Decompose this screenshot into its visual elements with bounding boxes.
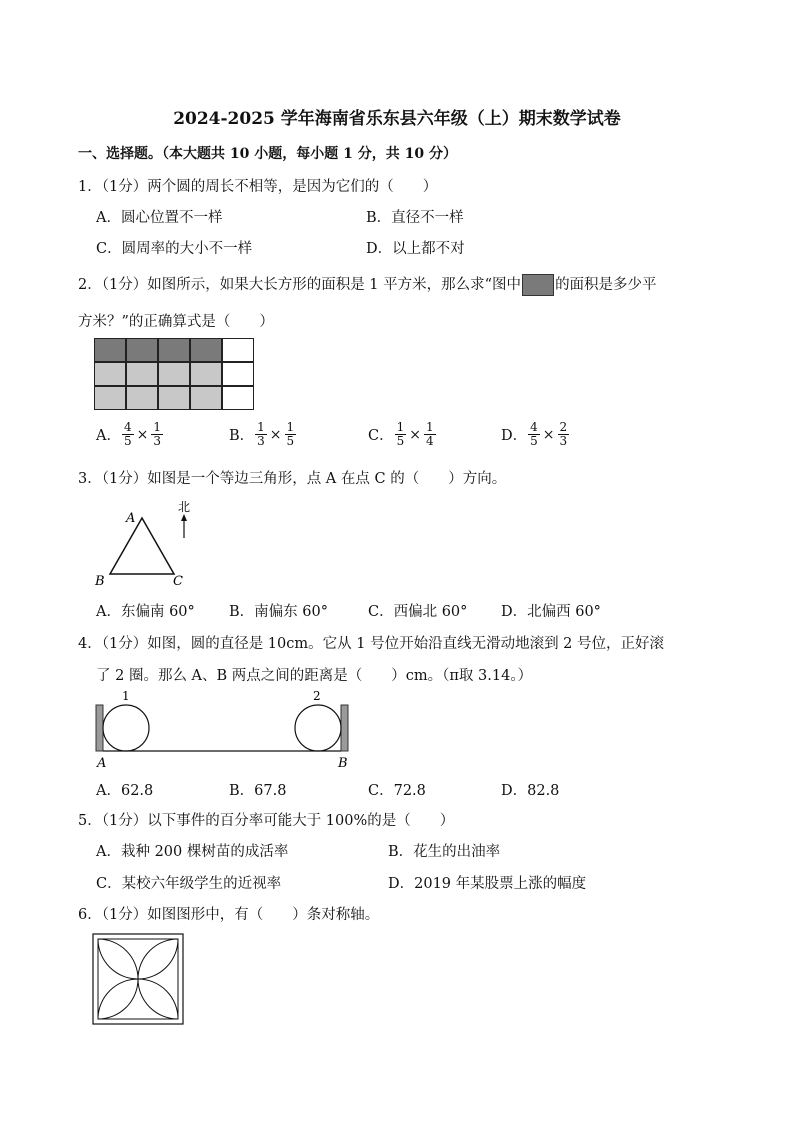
q5-option-d[interactable]: D．2019 年某股票上涨的幅度 bbox=[388, 876, 587, 892]
grid-cell-dark bbox=[94, 338, 126, 362]
numerator: 1 bbox=[286, 420, 295, 434]
q2-text-part2: 的面积是多少平 bbox=[555, 277, 657, 293]
denominator: 5 bbox=[530, 434, 538, 448]
grid-cell-dark bbox=[158, 338, 190, 362]
position-1-label: 1 bbox=[122, 689, 130, 703]
shaded-area-icon bbox=[522, 274, 554, 296]
grid-cell-light bbox=[190, 362, 222, 386]
grid-cell-white bbox=[222, 386, 254, 410]
circle-position-1 bbox=[103, 705, 149, 751]
q6-four-petal-figure bbox=[92, 933, 184, 1025]
question-6-text: 6．（1分）如图图形中，有（ ）条对称轴。 bbox=[78, 907, 380, 923]
vertex-b-label: B bbox=[95, 574, 105, 588]
position-2-label: 2 bbox=[313, 689, 321, 703]
q5-option-c[interactable]: C．某校六年级学生的近视率 bbox=[96, 876, 282, 892]
multiply-sign: × bbox=[136, 426, 149, 443]
vertex-c-label: C bbox=[173, 574, 183, 588]
q3-option-c[interactable]: C．西偏北 60° bbox=[368, 604, 468, 620]
q1-option-d[interactable]: D．以上都不对 bbox=[366, 241, 465, 257]
page-title: 2024-2025 学年海南省乐东县六年级（上）期末数学试卷 bbox=[173, 109, 621, 129]
north-label: 北 bbox=[178, 500, 191, 514]
q2-text-part1: 2．（1分）如图所示，如果大长方形的面积是 1 平方米，那么求“图中 bbox=[78, 277, 522, 293]
grid-cell-light bbox=[126, 386, 158, 410]
right-bar bbox=[341, 705, 348, 751]
question-2-text-line1 bbox=[78, 273, 657, 296]
q1-option-c[interactable]: C．圆周率的大小不一样 bbox=[96, 241, 253, 257]
fraction bbox=[255, 421, 267, 448]
q4-option-a[interactable]: A．62.8 bbox=[96, 783, 154, 799]
grid-cell-light bbox=[94, 362, 126, 386]
grid-cell-white bbox=[222, 362, 254, 386]
equilateral-triangle bbox=[110, 518, 174, 574]
q4-rolling-circle-figure bbox=[92, 685, 356, 771]
grid-cell-light bbox=[94, 386, 126, 410]
numerator: 2 bbox=[559, 420, 568, 434]
grid-cell-light bbox=[158, 362, 190, 386]
option-label: A． bbox=[96, 428, 121, 444]
denominator: 5 bbox=[286, 434, 295, 448]
numerator: 4 bbox=[530, 420, 538, 434]
multiply-sign: × bbox=[269, 426, 282, 443]
fraction bbox=[395, 421, 407, 448]
q2-option-c[interactable] bbox=[368, 421, 437, 448]
multiply-sign: × bbox=[542, 426, 555, 443]
denominator: 3 bbox=[153, 434, 161, 448]
numerator: 1 bbox=[153, 420, 161, 434]
q3-option-d[interactable]: D．北偏西 60° bbox=[501, 604, 601, 620]
multiply-sign: × bbox=[409, 426, 421, 443]
denominator: 3 bbox=[559, 434, 568, 448]
q1-option-a[interactable]: A．圆心位置不一样 bbox=[96, 210, 223, 226]
q5-option-b[interactable]: B．花生的出油率 bbox=[388, 844, 501, 860]
north-arrow-icon bbox=[181, 514, 187, 538]
petal-arcs bbox=[98, 939, 178, 1019]
question-4-text-line2: 了 2 圈。那么 A、B 两点之间的距离是（ ）cm。（π取 3.14。） bbox=[96, 668, 533, 684]
numerator: 1 bbox=[257, 420, 265, 434]
question-4-text-line1: 4．（1分）如图，圆的直径是 10cm。它从 1 号位开始沿直线无滑动地滚到 2 号位，正好滚 bbox=[78, 636, 665, 652]
grid-cell-light bbox=[190, 386, 222, 410]
question-1-text: 1．（1分）两个圆的周长不相等，是因为它们的（ ） bbox=[78, 179, 438, 195]
q2-option-a[interactable] bbox=[96, 421, 164, 448]
fraction bbox=[558, 421, 570, 448]
q1-option-b[interactable]: B．直径不一样 bbox=[366, 210, 464, 226]
circle-position-2 bbox=[295, 705, 341, 751]
q5-option-a[interactable]: A．栽种 200 棵树苗的成活率 bbox=[96, 844, 289, 860]
section-heading: 一、选择题。（本大题共 10 小题，每小题 1 分，共 10 分） bbox=[78, 146, 457, 162]
q2-option-b[interactable] bbox=[229, 421, 297, 448]
option-label: C． bbox=[368, 428, 394, 444]
grid-cell-dark bbox=[126, 338, 158, 362]
grid-cell-light bbox=[126, 362, 158, 386]
q4-option-c[interactable]: C．72.8 bbox=[368, 783, 426, 799]
question-5-text: 5．（1分）以下事件的百分率可能大于 100%的是（ ） bbox=[78, 813, 455, 829]
q2-option-d[interactable] bbox=[501, 421, 570, 448]
question-3-text: 3．（1分）如图是一个等边三角形，点 A 在点 C 的（ ）方向。 bbox=[78, 471, 507, 487]
denominator: 5 bbox=[396, 434, 405, 448]
q3-option-b[interactable]: B．南偏东 60° bbox=[229, 604, 328, 620]
q3-option-a[interactable]: A．东偏南 60° bbox=[96, 604, 195, 620]
left-bar bbox=[96, 705, 103, 751]
q4-option-d[interactable]: D．82.8 bbox=[501, 783, 560, 799]
option-label: D． bbox=[501, 428, 528, 444]
grid-cell-dark bbox=[190, 338, 222, 362]
question-2-text-line2: 方米？”的正确算式是（ ） bbox=[78, 314, 274, 330]
option-label: B． bbox=[229, 428, 255, 444]
point-a-label: A bbox=[97, 756, 107, 771]
fraction bbox=[151, 421, 163, 448]
denominator: 3 bbox=[257, 434, 265, 448]
grid-cell-white bbox=[222, 338, 254, 362]
grid-cell-light bbox=[158, 386, 190, 410]
numerator: 1 bbox=[396, 420, 405, 434]
denominator: 5 bbox=[123, 434, 132, 448]
fraction bbox=[528, 421, 540, 448]
numerator: 1 bbox=[425, 420, 434, 434]
point-b-label: B bbox=[338, 756, 348, 771]
q3-triangle-figure bbox=[90, 494, 200, 588]
vertex-a-label: A bbox=[126, 511, 136, 526]
q4-option-b[interactable]: B．67.8 bbox=[229, 783, 287, 799]
numerator: 4 bbox=[123, 420, 132, 434]
fraction bbox=[122, 421, 134, 448]
fraction bbox=[285, 421, 297, 448]
fraction bbox=[424, 421, 436, 448]
denominator: 4 bbox=[425, 434, 434, 448]
q2-rectangle-grid bbox=[94, 338, 254, 410]
